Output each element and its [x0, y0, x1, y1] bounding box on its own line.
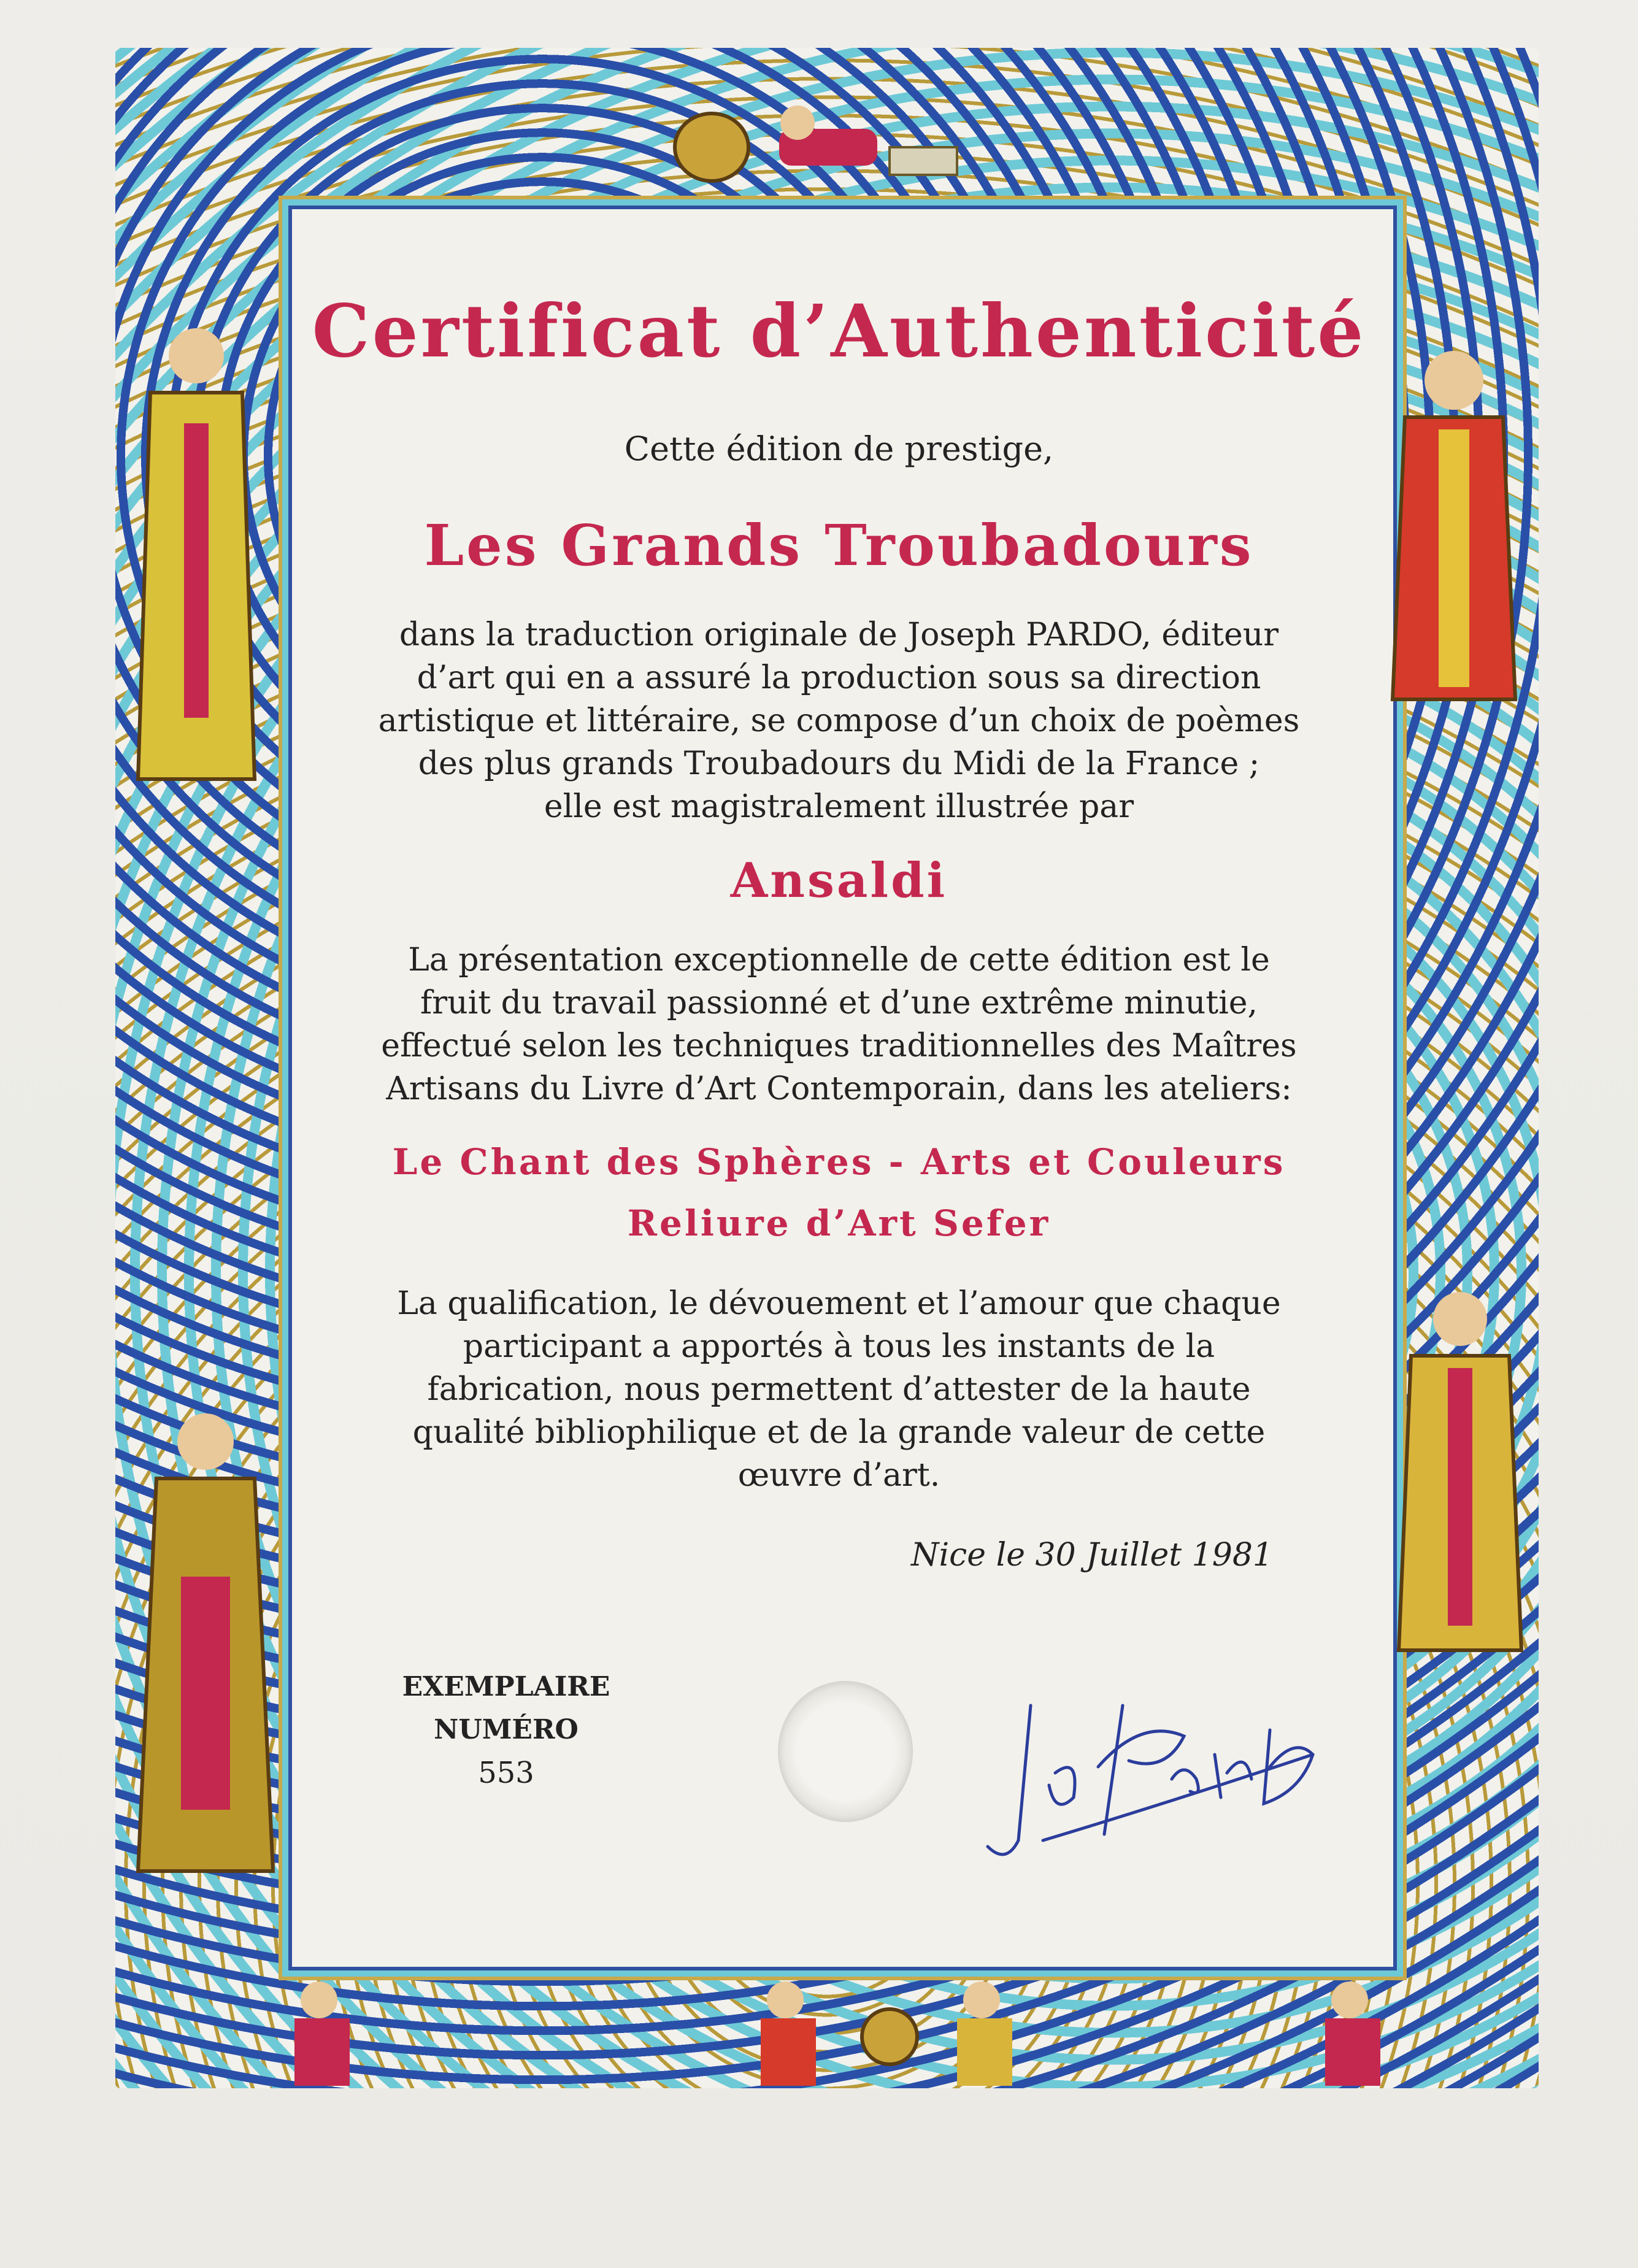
copy-label-line2: NUMÉRO	[434, 1714, 579, 1745]
noble-figure-left-top	[126, 313, 267, 810]
lady-figure-right-bottom	[1386, 1270, 1534, 1663]
paragraph-line: œuvre d’art.	[737, 1457, 940, 1494]
certificate-date: Nice le 30 Juillet 1981	[911, 1537, 1273, 1574]
paragraph-line: artistique et littéraire, se compose d’un choix de poèmes	[378, 702, 1300, 739]
paragraph-line: fabrication, nous permettent d’attester de la haute	[427, 1371, 1251, 1408]
copy-label-line1: EXEMPLAIRE	[402, 1671, 610, 1702]
paragraph-line: d’art qui en a assuré la production sous sa direction	[417, 659, 1261, 696]
paragraph-line: La qualification, le dévouement et l’amour que chaque	[397, 1285, 1281, 1322]
paragraph-qualification	[288, 1282, 1390, 1497]
copy-number: 553	[478, 1756, 534, 1790]
paragraph-line: dans la traduction originale de Joseph PARDO, éditeur	[399, 617, 1279, 653]
artist-name: Ansaldi	[730, 853, 948, 909]
paragraph-translation	[288, 613, 1390, 828]
paragraph-line: elle est magistralement illustrée par	[544, 788, 1134, 825]
certificate-title: Certificat d’Authenticité	[312, 288, 1366, 374]
intro-text: Cette édition de prestige,	[624, 429, 1054, 468]
paragraph-line: fruit du travail passionné et d’une extrême minutie,	[420, 985, 1258, 1021]
troubadour-figure-top	[650, 74, 994, 196]
atelier-name-1: Le Chant des Sphères - Arts et Couleurs	[392, 1141, 1286, 1183]
paragraph-presentation	[288, 939, 1390, 1110]
atelier-name-2: Reliure d’Art Sefer	[627, 1202, 1051, 1244]
paragraph-line: effectué selon les techniques traditionnelles des Maîtres	[381, 1028, 1297, 1064]
paragraph-line: des plus grands Troubadours du Midi de la France ;	[418, 745, 1260, 782]
paragraph-line: qualité bibliophilique et de la grande valeur de cette	[412, 1414, 1266, 1451]
signature	[982, 1681, 1325, 1877]
lady-figure-left-bottom	[126, 1393, 285, 1889]
paragraph-line: La présentation exceptionnelle de cette édition est le	[408, 942, 1270, 978]
embossed-seal	[778, 1681, 913, 1822]
musicians-figure-bottom	[245, 1963, 1411, 2098]
paragraph-line: participant a apportés à tous les instants de la	[463, 1328, 1215, 1365]
queen-figure-right-top	[1374, 331, 1534, 718]
book-title: Les Grands Troubadours	[424, 512, 1254, 579]
copy-number-block	[399, 1666, 613, 1794]
paragraph-line: Artisans du Livre d’Art Contemporain, dans les ateliers:	[386, 1071, 1292, 1107]
